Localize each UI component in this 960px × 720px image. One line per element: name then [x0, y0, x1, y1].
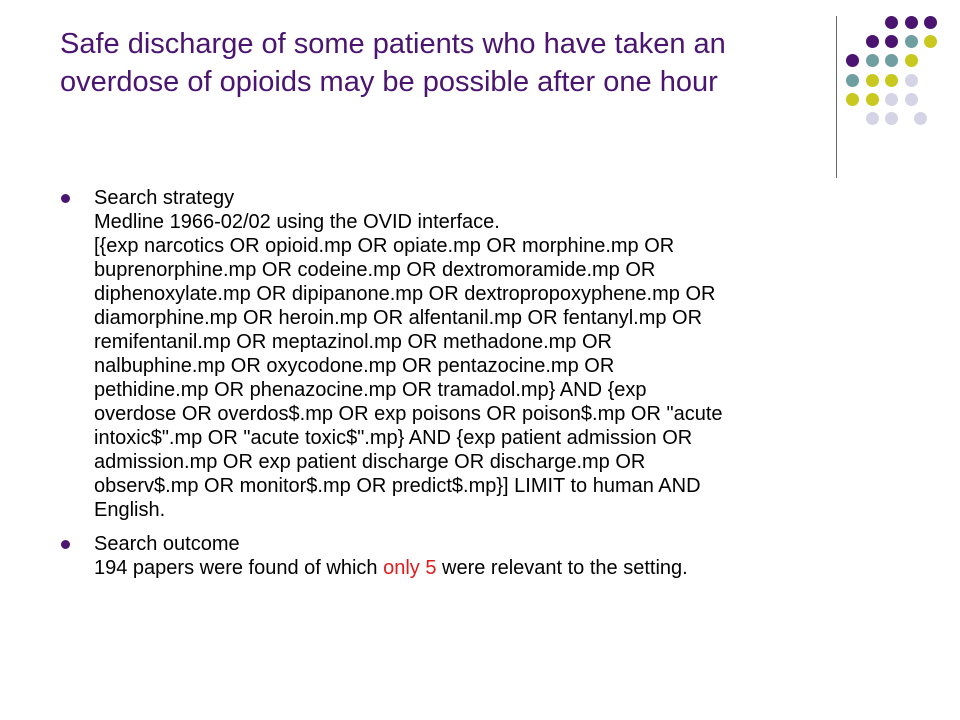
decorative-dot [885, 93, 898, 106]
decorative-dot [905, 16, 918, 29]
decorative-dot [885, 16, 898, 29]
bullet-marker [61, 540, 70, 549]
strategy-line: diphenoxylate.mp OR dipipanone.mp OR dextropropoxyphene.mp OR [94, 283, 716, 305]
strategy-line: observ$.mp OR monitor$.mp OR predict$.mp}] LIMIT to human AND [94, 475, 701, 497]
decorative-dot [914, 112, 927, 125]
bullet-search-strategy [60, 186, 920, 522]
decorative-dot [846, 74, 859, 87]
bullet-search-outcome [60, 532, 920, 580]
decorative-dot [924, 35, 937, 48]
decorative-dot [866, 93, 879, 106]
strategy-line: overdose OR overdos$.mp OR exp poisons OR poison$.mp OR "acute [94, 403, 723, 425]
strategy-line: remifentanil.mp OR meptazinol.mp OR methadone.mp OR [94, 331, 612, 353]
strategy-line: admission.mp OR exp patient discharge OR discharge.mp OR [94, 451, 646, 473]
outcome-text [94, 532, 920, 580]
decorative-dot [866, 54, 879, 67]
decorative-dot [866, 35, 879, 48]
bullet-list [60, 186, 920, 590]
outcome-sentence [94, 556, 920, 580]
decorative-dot [885, 35, 898, 48]
decorative-dot [905, 54, 918, 67]
decorative-dot [846, 93, 859, 106]
strategy-line: buprenorphine.mp OR codeine.mp OR dextromoramide.mp OR [94, 259, 656, 281]
outcome-heading: Search outcome [94, 533, 240, 555]
strategy-line: diamorphine.mp OR heroin.mp OR alfentanil.mp OR fentanyl.mp OR [94, 307, 703, 329]
outcome-highlight: only 5 [383, 557, 437, 579]
decorative-dot [905, 35, 918, 48]
strategy-line: pethidine.mp OR phenazocine.mp OR tramadol.mp} AND {exp [94, 379, 647, 401]
decorative-dot [924, 16, 937, 29]
outcome-text-before: 194 papers were found of which [94, 557, 384, 579]
strategy-text [94, 186, 920, 522]
strategy-heading: Search strategy [94, 187, 235, 209]
decorative-dot [866, 112, 879, 125]
decorative-divider [836, 16, 837, 178]
decorative-dot [846, 54, 859, 67]
decorative-dot [885, 54, 898, 67]
decorative-dot [905, 74, 918, 87]
strategy-line: English. [94, 499, 166, 521]
strategy-line: intoxic$".mp OR "acute toxic$".mp} AND {exp patient admission OR [94, 427, 693, 449]
strategy-line: nalbuphine.mp OR oxycodone.mp OR pentazocine.mp OR [94, 355, 615, 377]
decorative-dot [866, 74, 879, 87]
slide-title: Safe discharge of some patients who have taken an overdose of opioids may be possible after one hour [60, 28, 726, 98]
decorative-dot [905, 93, 918, 106]
decorative-dot [885, 112, 898, 125]
outcome-text-after: were relevant to the setting. [436, 557, 688, 579]
strategy-line: Medline 1966-02/02 using the OVID interface. [94, 211, 500, 233]
strategy-line: [{exp narcotics OR opioid.mp OR opiate.mp OR morphine.mp OR [94, 235, 675, 257]
decorative-dot [885, 74, 898, 87]
bullet-marker [61, 194, 70, 203]
